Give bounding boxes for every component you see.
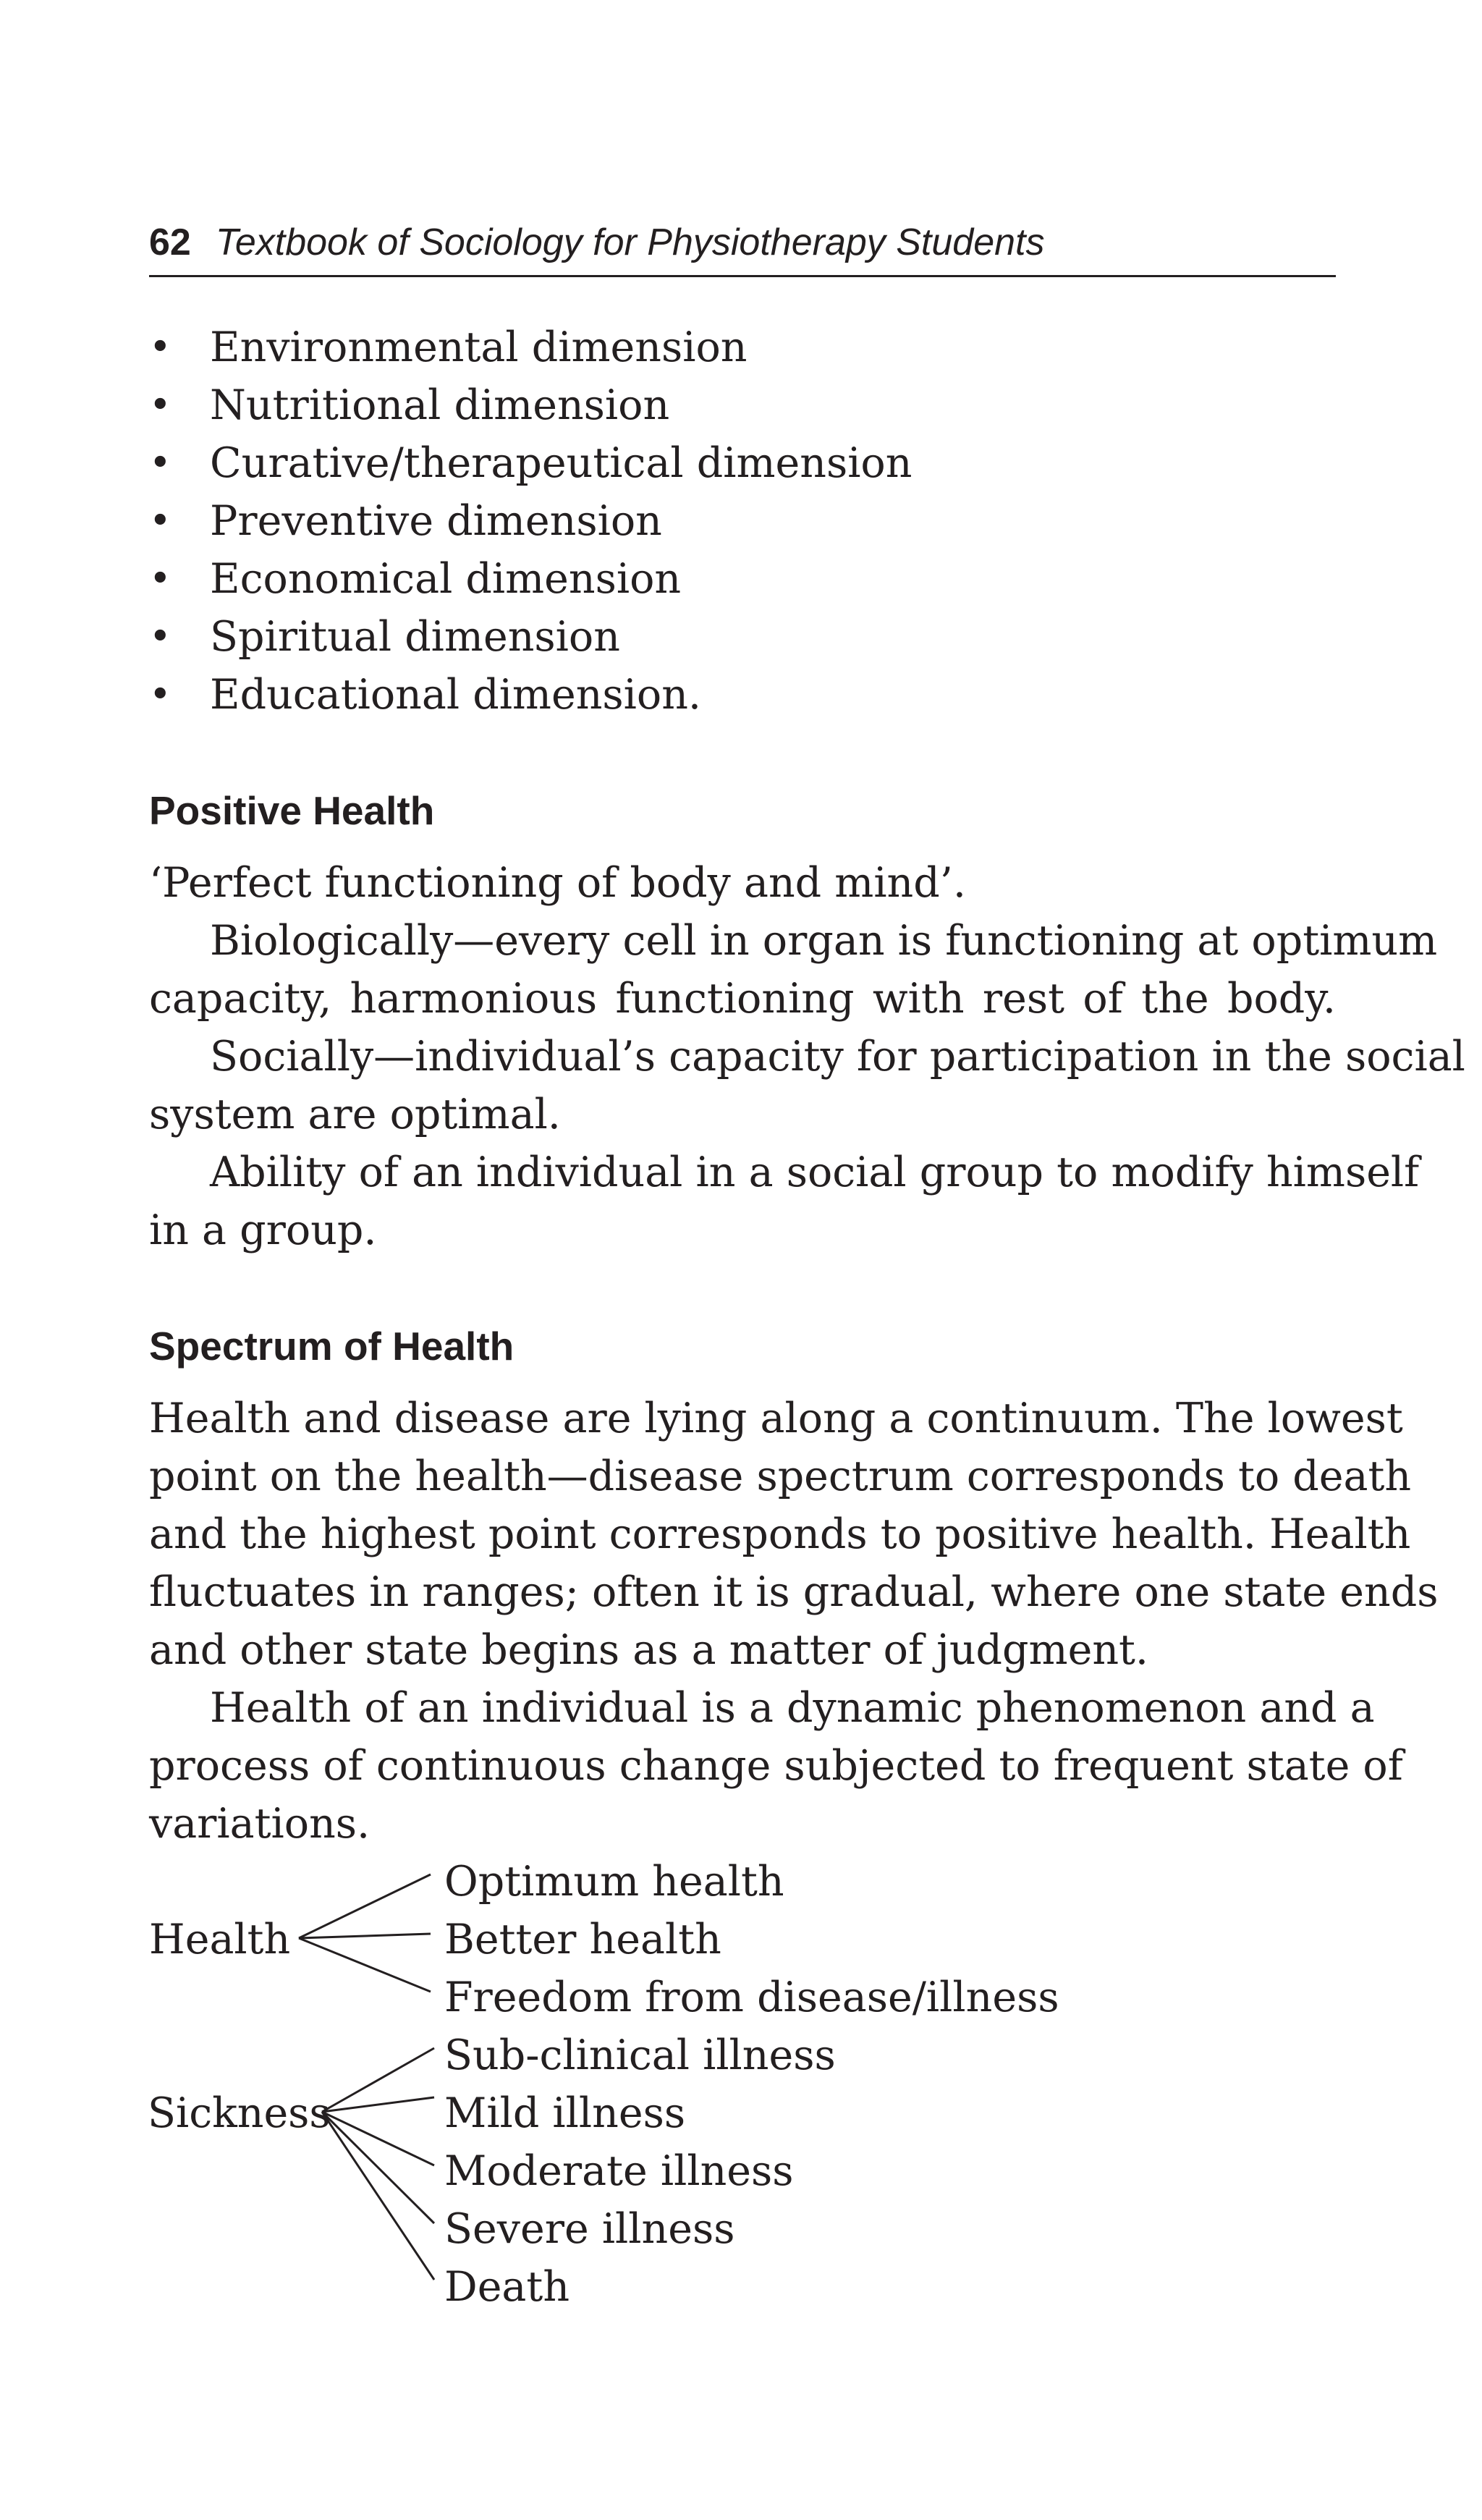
diagram-root-health: Health: [149, 1916, 291, 1963]
connector-line: [322, 2112, 434, 2223]
connector-line: [322, 2112, 434, 2280]
bullet-icon: •: [149, 673, 172, 716]
connector-line: [299, 1938, 431, 1992]
diagram-branch: Severe illness: [444, 2205, 735, 2253]
paragraph-line: system are optimal.: [149, 1091, 561, 1138]
list-item: • Curative/therapeutical dimension: [149, 434, 912, 492]
bullet-icon: •: [149, 441, 172, 485]
paragraph-line: and the highest point corresponds to positive health. Health: [149, 1510, 1411, 1558]
paragraph-line: process of continuous change subjected to frequent state of: [149, 1742, 1403, 1790]
list-item: • Spiritual dimension: [149, 608, 912, 666]
definition-text: ‘Perfect functioning of body and mind’.: [149, 859, 966, 907]
connector-line: [299, 1934, 431, 1938]
connector-line: [322, 2097, 434, 2112]
paragraph-line: fluctuates in ranges; often it is gradual, where one state ends: [149, 1568, 1439, 1616]
diagram-branch: Optimum health: [444, 1858, 784, 1906]
diagram-branch: Moderate illness: [444, 2147, 794, 2195]
paragraph-line: Ability of an individual in a social group to modify himself: [210, 1149, 1420, 1196]
paragraph-line: and other state begins as a matter of judgment.: [149, 1626, 1149, 1674]
bullet-icon: •: [149, 499, 172, 543]
list-item: • Economical dimension: [149, 550, 912, 608]
list-item: • Educational dimension.: [149, 666, 912, 724]
bullet-icon: •: [149, 326, 172, 369]
paragraph-line: Health of an individual is a dynamic phenomenon and a: [210, 1684, 1375, 1732]
diagram-branch: Death: [444, 2263, 570, 2311]
diagram-branch: Sub-clinical illness: [444, 2031, 836, 2079]
paragraph-line: Biologically—every cell in organ is functioning at optimum: [210, 917, 1438, 965]
connector-line: [299, 1874, 431, 1938]
paragraph-line: variations.: [149, 1800, 370, 1848]
diagram-branch: Freedom from disease/illness: [444, 1974, 1059, 2021]
paragraph-line: point on the health—disease spectrum corresponds to death: [149, 1453, 1412, 1500]
list-item: • Preventive dimension: [149, 492, 912, 550]
bullet-icon: •: [149, 384, 172, 427]
paragraph-line: Socially—individual’s capacity for participation in the social: [210, 1033, 1465, 1081]
paragraph-line: capacity, harmonious functioning with rest of the body.: [149, 975, 1336, 1023]
paragraph-line: in a group.: [149, 1206, 377, 1254]
page-number: 62: [149, 221, 191, 263]
list-item: • Nutritional dimension: [149, 376, 912, 434]
diagram-root-sickness: Sickness: [148, 2089, 331, 2137]
section-heading-spectrum: Spectrum of Health: [149, 1324, 515, 1369]
diagram-branch: Mild illness: [444, 2089, 686, 2137]
bullet-icon: •: [149, 615, 172, 659]
book-title: Textbook of Sociology for Physiotherapy Students: [215, 221, 1045, 263]
diagram-branch: Better health: [444, 1916, 721, 1963]
paragraph-line: Health and disease are lying along a continuum. The lowest: [149, 1395, 1403, 1442]
bullet-icon: •: [149, 557, 172, 601]
section-heading-positive-health: Positive Health: [149, 788, 435, 833]
connector-line: [322, 2048, 434, 2112]
list-item: • Environmental dimension: [149, 318, 912, 376]
